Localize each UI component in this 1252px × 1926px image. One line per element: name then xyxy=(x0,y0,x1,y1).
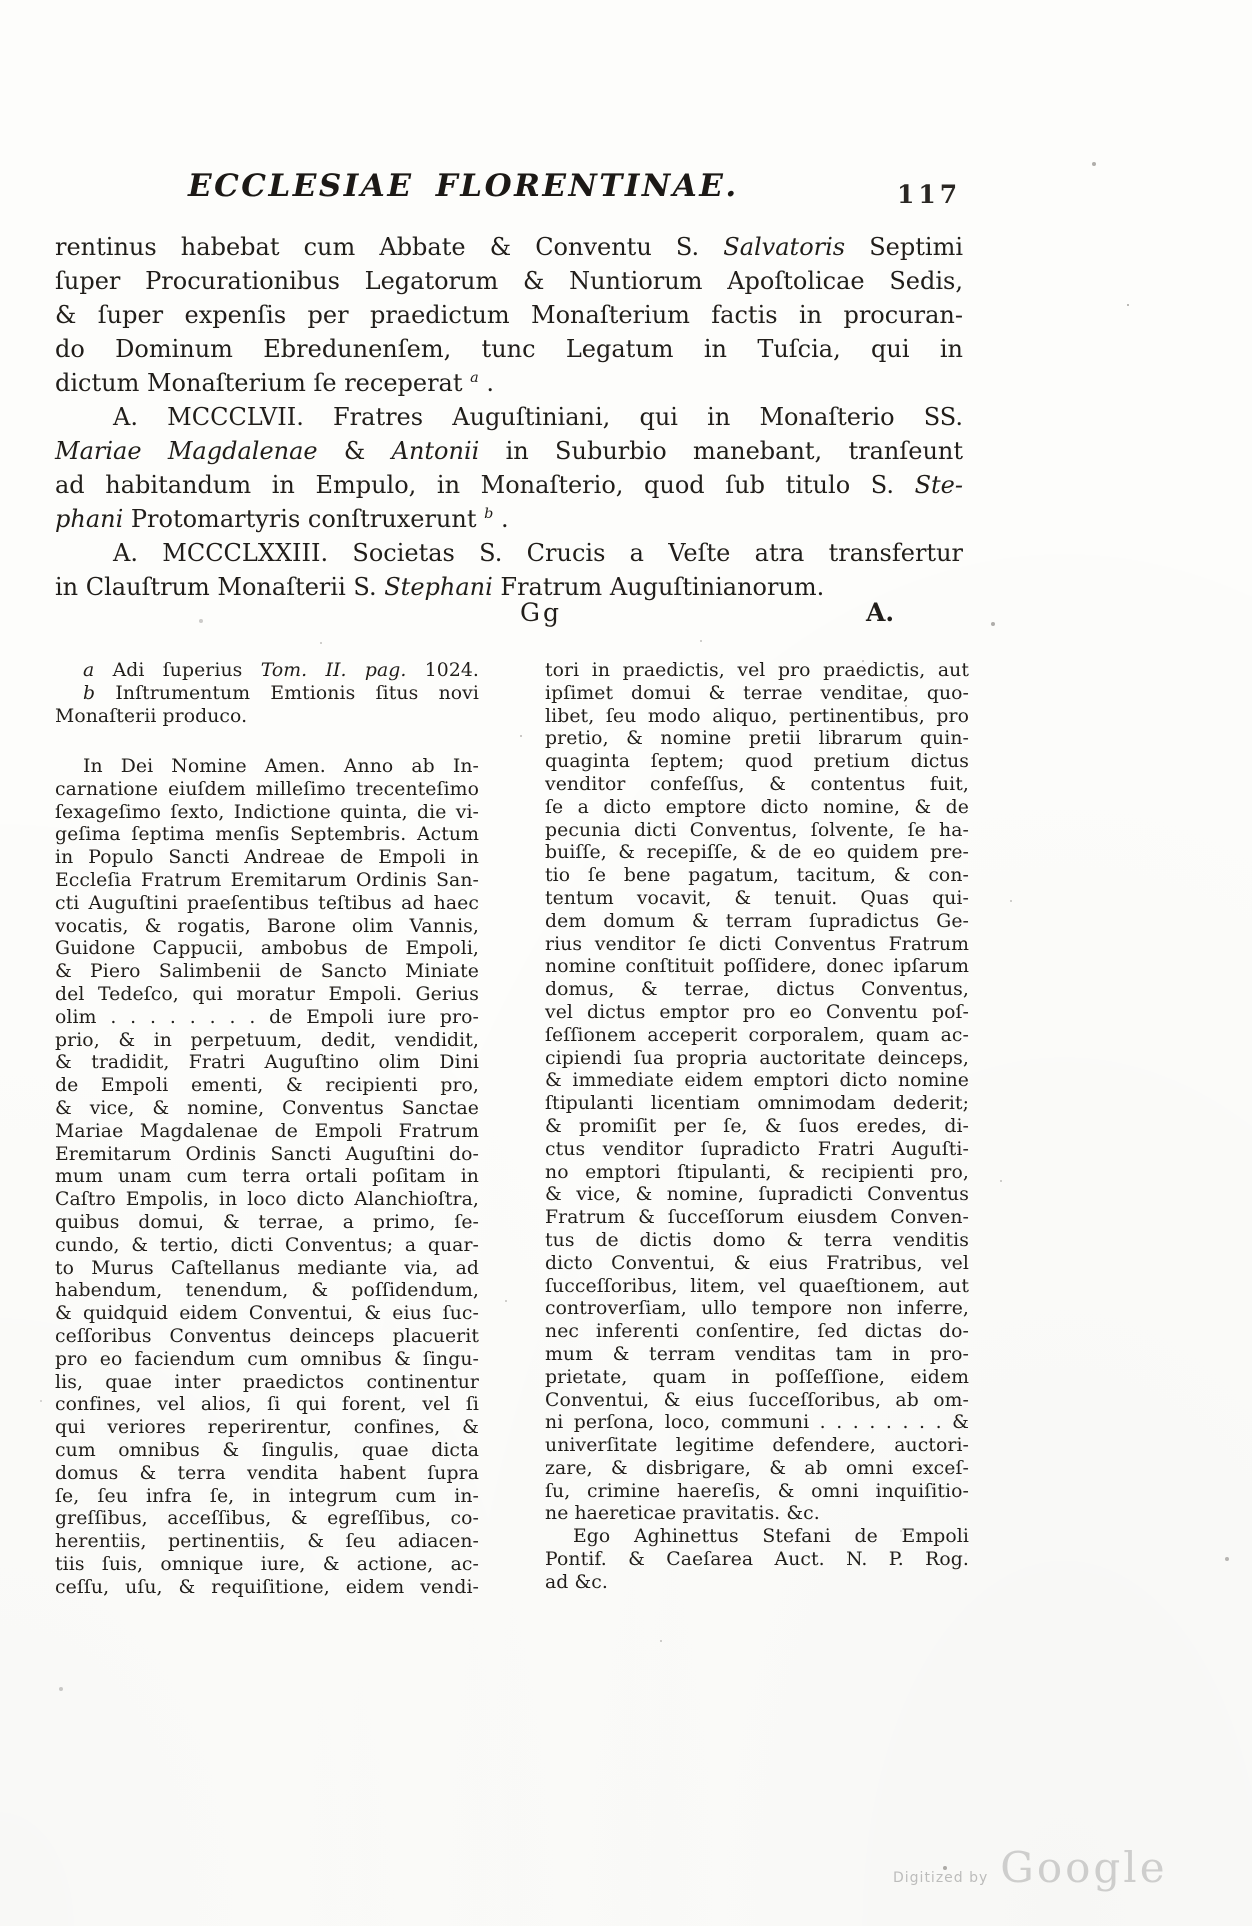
italic-text: Antonii xyxy=(391,437,480,465)
text-line: Mariae Magdalenae de Empoli Fratrum xyxy=(55,1120,479,1142)
text-line: buiſſe, & recepiſſe, & de eo quidem pre- xyxy=(545,842,969,864)
catchword: A. xyxy=(866,598,895,627)
text-line: A. MCCCLVII. Fratres Auguſtiniani, qui in Monaſterio SS. xyxy=(113,403,963,431)
right-column-text xyxy=(545,660,969,1595)
text-line: nomine conſtituit poſſidere, donec ipſarum xyxy=(545,956,969,978)
text-line: domus & terra vendita habent ſupra xyxy=(55,1462,479,1484)
text-line: a Adi ſuperius Tom. II. pag. 1024. xyxy=(83,660,480,681)
text-line: do Dominum Ebredunenſem, tunc Legatum in Tuſcia, qui in xyxy=(55,335,963,363)
italic-text: b xyxy=(83,682,96,704)
text-line: prietate, quam in poſſeſſione, eidem xyxy=(545,1366,969,1388)
text-line: venditor confeſſus, & contentus fuit, xyxy=(545,773,969,795)
text-line: ſeſſionem acceperit corporalem, quam ac- xyxy=(545,1024,969,1046)
text-line: Conventui, & eius ſucceſſoribus, ab om- xyxy=(545,1389,969,1411)
text-line: tentum vocavit, & tenuit. Quas qui- xyxy=(545,887,969,909)
scan-noise-specks xyxy=(0,0,2,2)
text-line: tus de dictis domo & terra venditis xyxy=(545,1229,969,1251)
google-logo-text: Google xyxy=(1000,1843,1168,1892)
text-line: quibus domui, & terrae, a primo, ſe- xyxy=(55,1211,479,1233)
text-line: ſe, ſeu infra ſe, in integrum cum in- xyxy=(55,1485,479,1507)
text-line: mum unam cum terra ortali poſitam in xyxy=(55,1166,479,1188)
digitized-by-label: Digitized by xyxy=(893,1870,989,1886)
text-line: carnatione eiuſdem milleſimo trecenteſimo xyxy=(55,778,479,800)
text-line: ſuper Procurationibus Legatorum & Nuntiorum Apoſtolicae Sedis, xyxy=(55,267,963,295)
signature-mark: Gg xyxy=(520,598,562,627)
left-column-text xyxy=(55,756,479,1599)
text-line: confines, vel alios, ſi qui forent, vel ſi xyxy=(55,1394,479,1416)
text-line: Fratrum & ſucceſſorum eiusdem Conven- xyxy=(545,1207,969,1229)
main-text-block xyxy=(55,230,963,604)
text-line: ſucceſſoribus, litem, vel quaeſtionem, aut xyxy=(545,1275,969,1297)
text-line: no emptori ſtipulanti, & recipienti pro, xyxy=(545,1161,969,1183)
text-line: ſe a dicto emptore dicto nomine, & de xyxy=(545,796,969,818)
text-line: pro eo faciendum cum omnibus & ſingu- xyxy=(55,1348,479,1370)
google-watermark xyxy=(893,1843,1168,1892)
text-line: Pontif. & Caeſarea Auct. N. P. Rog. xyxy=(545,1549,969,1571)
text-line: geſima ſeptima menſis Septembris. Actum xyxy=(55,824,479,846)
text-line: tiis ſuis, omnique iure, & actione, ac- xyxy=(55,1553,479,1575)
text-line: ſexageſimo ſexto, Indictione quinta, die vi- xyxy=(55,801,479,823)
text-line: ſtipulanti licentiam omnimodam dederit; xyxy=(545,1093,969,1115)
text-line: Eccleſia Fratrum Eremitarum Ordinis San- xyxy=(55,869,479,891)
italic-text: phani xyxy=(55,505,124,533)
running-header-title: ECCLESIAE FLORENTINAE. xyxy=(188,168,739,204)
text-line: rius venditor ſe dicti Conventus Fratrum xyxy=(545,933,969,955)
text-line: nec inferenti conſentire, ſed dictas do- xyxy=(545,1321,969,1343)
text-line: libet, ſeu modo aliquo, pertinentibus, pro xyxy=(545,705,969,727)
text-line: greſſibus, acceſſibus, & egreſſibus, co- xyxy=(55,1508,479,1530)
text-line: in Populo Sancti Andreae de Empoli in xyxy=(55,847,479,869)
footnote-reference: a xyxy=(470,370,479,386)
italic-text: Ste- xyxy=(914,471,963,499)
text-line: A. MCCCLXXIII. Societas S. Crucis a Veſte atra transfertur xyxy=(113,539,963,567)
text-line: & Piero Salimbenii de Sancto Miniate xyxy=(55,961,479,983)
text-line: vocatis, & rogatis, Barone olim Vannis, xyxy=(55,915,479,937)
italic-text: a xyxy=(83,660,95,681)
text-line: dem domum & terram ſupradictus Ge- xyxy=(545,910,969,932)
text-line: dicto Conventui, & eius Fratribus, vel xyxy=(545,1252,969,1274)
text-line: cipiendi ſua propria auctoritate deinceps, xyxy=(545,1047,969,1069)
text-line: rentinus habebat cum Abbate & Conventu S. Salvatoris Septimi xyxy=(55,233,963,261)
italic-text: Stephani xyxy=(384,573,493,601)
text-line: ipſimet domui & terrae venditae, quo- xyxy=(545,682,969,704)
text-line: tori in praedictis, vel pro praedictis, aut xyxy=(545,660,969,681)
text-line: & vice, & nomine, ſupradicti Conventus xyxy=(545,1184,969,1206)
text-line: Monaſterii produco. xyxy=(55,705,248,727)
text-line: cum omnibus & ſingulis, quae dicta xyxy=(55,1439,479,1461)
text-line: in Clauſtrum Monaſterii S. Stephani Fratrum Auguſtinianorum. xyxy=(55,573,825,601)
text-line: dictum Monaſterium ſe receperat $^a$ . xyxy=(55,369,494,397)
text-line: to Murus Caſtellanus mediante via, ad xyxy=(55,1257,479,1279)
signature-line xyxy=(55,598,963,632)
text-line: ad habitandum in Empulo, in Monaſterio, quod ſub titulo S. Ste- xyxy=(55,471,963,499)
text-line: zare, & disbrigare, & ab omni exceſ- xyxy=(545,1457,969,1479)
text-line: phani Protomartyris conſtruxerunt $^b$ . xyxy=(55,505,509,533)
text-line: de Empoli ementi, & recipienti pro, xyxy=(55,1075,479,1097)
text-line: del Tedeſco, qui moratur Empoli. Gerius xyxy=(55,983,479,1005)
text-line: Eremitarum Ordinis Sancti Auguſtini do- xyxy=(55,1143,479,1165)
text-line: vel dictus emptor pro eo Conventu poſ- xyxy=(545,1001,969,1023)
text-line: univerſitate legitime defendere, auctori- xyxy=(545,1435,969,1457)
text-line: Ego Aghinettus Stefani de Empoli xyxy=(573,1526,969,1548)
text-line: & quidquid eidem Conventui, & eius ſuc- xyxy=(55,1303,479,1325)
italic-text: Mariae Magdalenae xyxy=(55,437,318,465)
text-line: controverſiam, ullo tempore non inferre, xyxy=(545,1298,969,1320)
text-line: mum & terram venditas tam in pro- xyxy=(545,1343,969,1365)
text-line: ceſſoribus Conventus deinceps placuerit xyxy=(55,1325,479,1347)
text-line: b Inſtrumentum Emtionis ſitus novi xyxy=(83,682,479,704)
text-line: olim . . . . . . . . de Empoli iure pro- xyxy=(55,1006,479,1028)
text-line: pretio, & nomine pretii librarum quin- xyxy=(545,728,969,750)
text-line: Mariae Magdalenae & Antonii in Suburbio manebant, tranſeunt xyxy=(55,437,964,465)
text-line: Caſtro Empolis, in loco dicto Alanchioſtra, xyxy=(55,1189,479,1211)
text-line: qui veriores reperirentur, confines, & xyxy=(55,1417,479,1439)
text-line: ſu, crimine haereſis, & omni inquiſitio- xyxy=(545,1480,969,1502)
text-line: domus, & terrae, dictus Conventus, xyxy=(545,979,969,1001)
text-line: pecunia dicti Conventus, ſolvente, ſe ha- xyxy=(545,819,969,841)
footnotes-block xyxy=(55,660,479,728)
text-line: ctus venditor ſupradicto Fratri Auguſti- xyxy=(545,1138,969,1160)
text-line: herentiis, pertinentiis, & ſeu adiacen- xyxy=(55,1531,479,1553)
text-line: prio, & in perpetuum, dedit, vendidit, xyxy=(55,1029,479,1051)
text-line: & vice, & nomine, Conventus Sanctae xyxy=(55,1097,479,1119)
text-line: Guidone Cappucii, ambobus de Empoli, xyxy=(55,938,479,960)
italic-text: Salvatoris xyxy=(723,233,846,261)
text-line: tio ſe bene pagatum, tacitum, & con- xyxy=(545,865,969,887)
text-line: habendum, tenendum, & poſſidendum, xyxy=(55,1280,479,1302)
text-line: & immediate eidem emptori dicto nomine xyxy=(545,1070,969,1092)
text-line: In Dei Nomine Amen. Anno ab In- xyxy=(83,756,479,777)
text-line: quaginta ſeptem; quod pretium dictus xyxy=(545,751,969,773)
text-line: cundo, & tertio, dicti Conventus; a quar- xyxy=(55,1234,479,1256)
text-line: ad &c. xyxy=(545,1571,608,1593)
text-line: ni perſona, loco, communi . . . . . . . . & xyxy=(545,1412,969,1434)
italic-text: Tom. II. pag. xyxy=(260,660,407,681)
text-line: & ſuper expenſis per praedictum Monaſterium factis in procuran- xyxy=(55,301,963,329)
text-line: ceſſu, uſu, & requiſitione, eidem vendi- xyxy=(55,1576,479,1598)
page-number: 117 xyxy=(897,180,962,209)
text-line: & tradidit, Fratri Auguſtino olim Dini xyxy=(55,1052,479,1074)
text-line: & promiſit per ſe, & ſuos eredes, di- xyxy=(545,1115,969,1137)
footnote-reference: b xyxy=(484,506,494,522)
text-line: lis, quae inter praedictos continentur xyxy=(55,1371,479,1393)
text-line: ne haereticae pravitatis. &c. xyxy=(545,1503,820,1525)
text-line: cti Auguſtini praeſentibus teſtibus ad haec xyxy=(55,892,479,914)
